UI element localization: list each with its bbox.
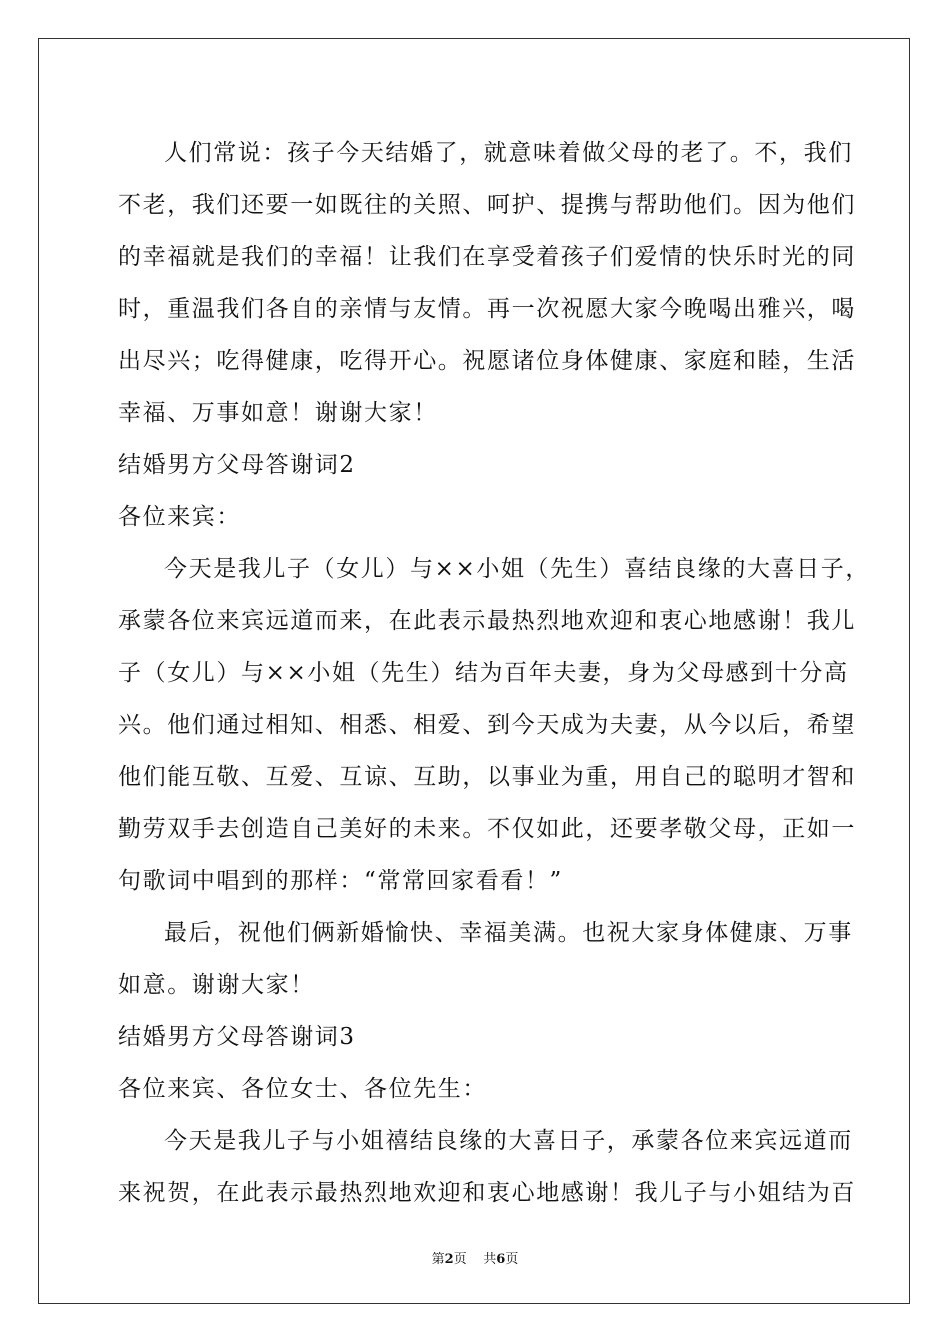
- page-number-current: 2: [444, 1252, 454, 1267]
- text-line: 承蒙各位来宾远道而来，在此表示最热烈地欢迎和衷心地感谢！我儿: [118, 608, 856, 634]
- text-line: 时，重温我们各自的亲情与友情。再一次祝愿大家今晚喝出雅兴，喝: [118, 296, 856, 322]
- text-line: 人们常说：孩子今天结婚了，就意味着做父母的老了。不，我们: [164, 140, 853, 166]
- text-line: 今天是我儿子与小姐禧结良缘的大喜日子，承蒙各位来宾远道而: [164, 1128, 853, 1154]
- text-line: 幸福、万事如意！谢谢大家！: [118, 400, 438, 426]
- text-line: 最后，祝他们俩新婚愉快、幸福美满。也祝大家身体健康、万事: [164, 920, 853, 946]
- text-line: 来祝贺，在此表示最热烈地欢迎和衷心地感谢！我儿子与小姐结为百: [118, 1180, 856, 1206]
- text-line: 兴。他们通过相知、相悉、相爱、到今天成为夫妻，从今以后，希望: [118, 712, 856, 738]
- section-heading: 结婚男方父母答谢词2: [118, 452, 356, 478]
- text-line: 不老，我们还要一如既往的关照、呵护、提携与帮助他们。因为他们: [118, 192, 856, 218]
- page-number-prefix: 第: [431, 1252, 445, 1267]
- salutation: 各位来宾、各位女士、各位先生：: [118, 1076, 487, 1102]
- text-line: 今天是我儿子（女儿）与××小姐（先生）喜结良缘的大喜日子，: [164, 556, 870, 582]
- page-footer: [0, 1248, 950, 1267]
- page-total-prefix: 共: [483, 1252, 497, 1267]
- text-line: 勤劳双手去创造自己美好的未来。不仅如此，还要孝敬父母，正如一: [118, 816, 856, 842]
- text-line: 出尽兴；吃得健康，吃得开心。祝愿诸位身体健康、家庭和睦，生活: [118, 348, 856, 374]
- text-line: 句歌词中唱到的那样：“常常回家看看！”: [118, 868, 563, 894]
- page-total-count: 6: [496, 1252, 506, 1267]
- text-line: 如意。谢谢大家！: [118, 972, 315, 998]
- text-line: 的幸福就是我们的幸福！让我们在享受着孩子们爱情的快乐时光的同: [118, 244, 856, 270]
- page-total-suffix: 页: [505, 1252, 519, 1267]
- text-line: 子（女儿）与××小姐（先生）结为百年夫妻，身为父母感到十分高: [118, 660, 849, 686]
- section-heading: 结婚男方父母答谢词3: [118, 1024, 356, 1050]
- text-line: 他们能互敬、互爱、互谅、互助，以事业为重，用自己的聪明才智和: [118, 764, 856, 790]
- salutation: 各位来宾：: [118, 504, 241, 530]
- document-body: [118, 127, 870, 1219]
- page-number-word: 页: [453, 1252, 467, 1267]
